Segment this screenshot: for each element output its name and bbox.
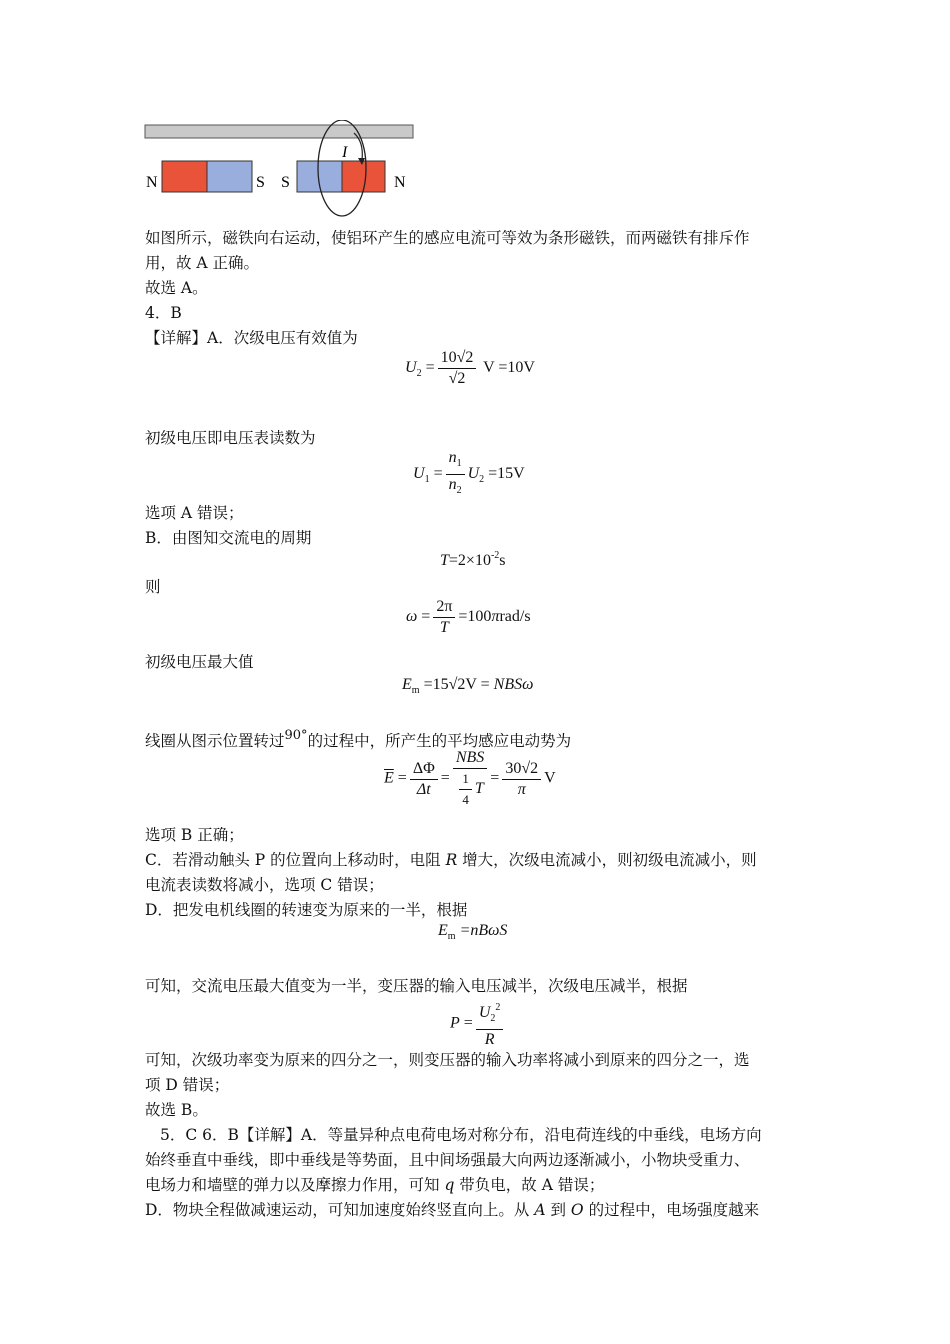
- paragraph: 可知，交流电压最大值变为一半，变压器的输入电压减半，次级电压减半，根据: [145, 977, 688, 995]
- current-label: I: [342, 144, 348, 161]
- paragraph: 初级电压最大值: [145, 653, 254, 671]
- left-magnet-n-half: [162, 161, 207, 192]
- paragraph: 故选 A。: [145, 279, 208, 297]
- rod: [145, 125, 413, 138]
- equation-omega: ω = $\frac{2\pi}{T}$ =100πrad/s: [406, 598, 531, 636]
- equation-u2: $U_2$ = $\frac{10√2}{√2}$ V =10V: [405, 349, 535, 387]
- left-magnet-s-half: [207, 161, 252, 192]
- label-n-right: N: [394, 174, 406, 191]
- equation-em: $E_m =15√2V = NBS\omega$: [402, 676, 534, 696]
- label-n-left: N: [146, 174, 158, 191]
- paragraph: 则: [145, 578, 161, 596]
- equation-u1: $U_1$ = $\frac{n_1}{n_2}$ $U_2 =15V$: [413, 449, 525, 496]
- equation-power: P = $\frac{U_2^2}{R}$: [450, 998, 506, 1050]
- equation-em-formula: $E_m =nB\omega S$: [438, 922, 508, 942]
- equation-period: $T=2\times 10^{-2}s$: [440, 550, 506, 569]
- paragraph: 【详解】A．次级电压有效值为: [145, 329, 358, 347]
- paragraph: 项 D 错误；: [145, 1076, 230, 1094]
- paragraph: 选项 A 错误；: [145, 504, 244, 522]
- paragraph: 选项 B 正确；: [145, 826, 244, 844]
- equation-average-emf: $\overline{E}$ = $\frac{\Delta\Phi}{\Delta t}$ = NBS $\frac{1}{4}$ T = $\frac{30√2}{\pi}$ V: [384, 749, 556, 807]
- paragraph: 电流表读数将减小，选项 C 错误；: [145, 876, 384, 894]
- paragraph: 线圈从图示位置转过$^{90^\circ}$的过程中，所产生的平均感应电动势为: [145, 728, 572, 750]
- paragraph: C．若滑动触头 P 的位置向上移动时，电阻 R 增大，次级电流减小，则初级电流减小，则: [145, 851, 757, 869]
- paragraph: 可知，次级功率变为原来的四分之一，则变压器的输入功率将减小到原来的四分之一，选: [145, 1051, 750, 1069]
- magnet-ring-figure: [140, 120, 430, 230]
- paragraph: 5．C 6．B【详解】A．等量异种点电荷电场对称分布，沿电荷连线的中垂线，电场方向: [160, 1126, 762, 1144]
- paragraph: 如图所示，磁铁向右运动，使铝环产生的感应电流可等效为条形磁铁，而两磁铁有排斥作: [145, 229, 750, 247]
- paragraph: 故选 B。: [145, 1101, 208, 1119]
- paragraph: D．物块全程做减速运动，可知加速度始终竖直向上。从 A 到 O 的过程中，电场强度越来: [145, 1201, 760, 1219]
- paragraph: 始终垂直中垂线，即中垂线是等势面，且中间场强最大向两边逐渐减小，小物块受重力、: [145, 1151, 750, 1169]
- paragraph: D．把发电机线圈的转速变为原来的一半，根据: [145, 901, 468, 919]
- paragraph: 电场力和墙壁的弹力以及摩擦力作用，可知 q 带负电，故 A 错误；: [145, 1176, 605, 1194]
- label-s-right: S: [281, 174, 290, 191]
- label-s-left: S: [256, 174, 265, 191]
- paragraph: B．由图知交流电的周期: [145, 529, 312, 547]
- paragraph: 用，故 A 正确。: [145, 254, 260, 272]
- question-number: 4．B: [145, 304, 182, 322]
- paragraph: 初级电压即电压表读数为: [145, 429, 316, 447]
